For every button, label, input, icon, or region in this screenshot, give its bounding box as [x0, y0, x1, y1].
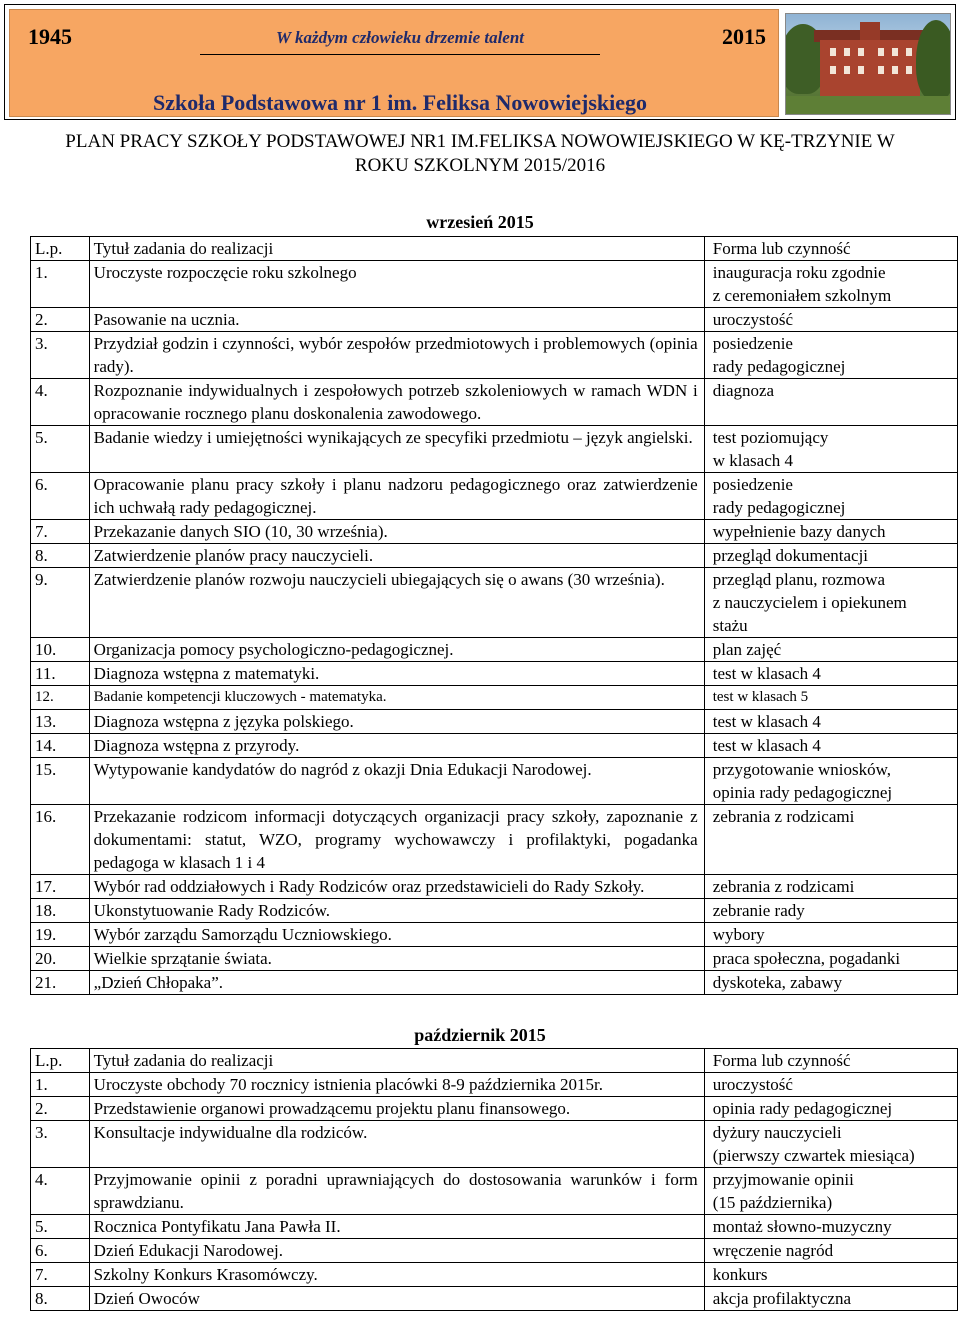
task-title: Diagnoza wstępna z przyrody. — [89, 734, 704, 758]
school-building-photo — [785, 13, 951, 115]
task-form: uroczystość — [704, 1073, 957, 1097]
table-header-row — [31, 1049, 958, 1073]
task-title: Przydział godzin i czynności, wybór zespołów przedmiotowych i problemowych (opinia rady). — [89, 332, 704, 379]
row-number: 7. — [31, 520, 90, 544]
table-row — [31, 544, 958, 568]
task-form: konkurs — [704, 1263, 957, 1287]
task-form: diagnoza — [704, 379, 957, 426]
task-title: Szkolny Konkurs Krasomówczy. — [89, 1263, 704, 1287]
task-form: akcja profilaktyczna — [704, 1287, 957, 1311]
task-form: przegląd dokumentacji — [704, 544, 957, 568]
task-title: Wybór rad oddziałowych i Rady Rodziców oraz przedstawicieli do Rady Szkoły. — [89, 875, 704, 899]
table-row — [31, 379, 958, 426]
task-form: plan zajęć — [704, 638, 957, 662]
task-form: test poziomujący w klasach 4 — [704, 426, 957, 473]
row-number: 6. — [31, 473, 90, 520]
column-header-form: Forma lub czynność — [704, 237, 957, 261]
task-form: zebrania z rodzicami — [704, 875, 957, 899]
task-title: Rozpoznanie indywidualnych i zespołowych potrzeb szkoleniowych w ramach WDN i opracowanie rocznego planu doskonalenia zawodowego. — [89, 379, 704, 426]
row-number: 2. — [31, 1097, 90, 1121]
task-title: Diagnoza wstępna z języka polskiego. — [89, 710, 704, 734]
table-row — [31, 332, 958, 379]
column-header-lp: L.p. — [31, 1049, 90, 1073]
table-row — [31, 947, 958, 971]
task-title: Organizacja pomocy psychologiczno-pedagogicznej. — [89, 638, 704, 662]
task-form: wręczenie nagród — [704, 1239, 957, 1263]
column-header-task: Tytuł zadania do realizacji — [89, 1049, 704, 1073]
table-row — [31, 662, 958, 686]
row-number: 11. — [31, 662, 90, 686]
task-title: Ukonstytuowanie Rady Rodziców. — [89, 899, 704, 923]
table-row — [31, 1239, 958, 1263]
row-number: 12. — [31, 686, 90, 710]
row-number: 17. — [31, 875, 90, 899]
row-number: 4. — [31, 1168, 90, 1215]
task-title: Dzień Owoców — [89, 1287, 704, 1311]
table-row — [31, 734, 958, 758]
table-row — [31, 710, 958, 734]
founding-year: 1945 — [28, 24, 72, 49]
table-row — [31, 568, 958, 638]
table-row — [31, 638, 958, 662]
table-row — [31, 426, 958, 473]
row-number: 10. — [31, 638, 90, 662]
task-title: Przyjmowanie opinii z poradni uprawniających do dostosowania warunków i form sprawdzianu. — [89, 1168, 704, 1215]
task-title: Wytypowanie kandydatów do nagród z okazji Dnia Edukacji Narodowej. — [89, 758, 704, 805]
row-number: 4. — [31, 379, 90, 426]
task-form: przegląd planu, rozmowa z nauczycielem i opiekunem stażu — [704, 568, 957, 638]
row-number: 2. — [31, 308, 90, 332]
school-motto: W każdym człowieku drzemie talent — [200, 28, 600, 55]
column-header-form: Forma lub czynność — [704, 1049, 957, 1073]
task-form: wypełnienie bazy danych — [704, 520, 957, 544]
task-title: Przedstawienie organowi prowadzącemu projektu planu finansowego. — [89, 1097, 704, 1121]
row-number: 3. — [31, 1121, 90, 1168]
table-row — [31, 1215, 958, 1239]
task-title: Uroczyste rozpoczęcie roku szkolnego — [89, 261, 704, 308]
plan-table-september — [30, 236, 958, 995]
task-form: test w klasach 4 — [704, 734, 957, 758]
task-form: uroczystość — [704, 308, 957, 332]
table-row — [31, 308, 958, 332]
task-title: Rocznica Pontyfikatu Jana Pawła II. — [89, 1215, 704, 1239]
task-form: montaż słowno-muzyczny — [704, 1215, 957, 1239]
month-heading-october: październik 2015 — [414, 1025, 546, 1045]
table-row — [31, 1168, 958, 1215]
task-form: inauguracja roku zgodnie z ceremoniałem szkolnym — [704, 261, 957, 308]
row-number: 14. — [31, 734, 90, 758]
table-row — [31, 1287, 958, 1311]
task-title: Zatwierdzenie planów rozwoju nauczycieli ubiegających się o awans (30 września). — [89, 568, 704, 638]
task-form: opinia rady pedagogicznej — [704, 1097, 957, 1121]
task-title: Wielkie sprzątanie świata. — [89, 947, 704, 971]
row-number: 6. — [31, 1239, 90, 1263]
table-row — [31, 473, 958, 520]
table-row — [31, 261, 958, 308]
current-year: 2015 — [722, 24, 766, 49]
table-row — [31, 923, 958, 947]
document-title: PLAN PRACY SZKOŁY PODSTAWOWEJ NR1 IM.FELIKSA NOWOWIEJSKIEGO W KĘ-TRZYNIE W ROKU SZKOLNYM 2015/2016 — [65, 131, 895, 176]
row-number: 16. — [31, 805, 90, 875]
table-row — [31, 899, 958, 923]
row-number: 15. — [31, 758, 90, 805]
school-header — [4, 4, 956, 120]
row-number: 1. — [31, 261, 90, 308]
row-number: 1. — [31, 1073, 90, 1097]
task-form: zebranie rady — [704, 899, 957, 923]
table-row — [31, 971, 958, 995]
task-title: Badanie wiedzy i umiejętności wynikających ze specyfiki przedmiotu – język angielski. — [89, 426, 704, 473]
task-form: zebrania z rodzicami — [704, 805, 957, 875]
column-header-task: Tytuł zadania do realizacji — [89, 237, 704, 261]
table-row — [31, 1073, 958, 1097]
task-form: test w klasach 5 — [704, 686, 957, 710]
row-number: 5. — [31, 1215, 90, 1239]
task-title: Przekazanie danych SIO (10, 30 września). — [89, 520, 704, 544]
table-row — [31, 686, 958, 710]
task-title: Opracowanie planu pracy szkoły i planu nadzoru pedagogicznego oraz zatwierdzenie ich uchwałą rady pedagogicznej. — [89, 473, 704, 520]
row-number: 9. — [31, 568, 90, 638]
row-number: 5. — [31, 426, 90, 473]
task-title: „Dzień Chłopaka”. — [89, 971, 704, 995]
table-row — [31, 520, 958, 544]
task-form: test w klasach 4 — [704, 662, 957, 686]
row-number: 13. — [31, 710, 90, 734]
row-number: 3. — [31, 332, 90, 379]
task-form: test w klasach 4 — [704, 710, 957, 734]
table-row — [31, 1121, 958, 1168]
row-number: 8. — [31, 1287, 90, 1311]
task-title: Uroczyste obchody 70 rocznicy istnienia placówki 8-9 października 2015r. — [89, 1073, 704, 1097]
table-header-row — [31, 237, 958, 261]
task-form: posiedzenie rady pedagogicznej — [704, 332, 957, 379]
task-form: praca społeczna, pogadanki — [704, 947, 957, 971]
task-title: Zatwierdzenie planów pracy nauczycieli. — [89, 544, 704, 568]
task-title: Konsultacje indywidualne dla rodziców. — [89, 1121, 704, 1168]
task-form: dyskoteka, zabawy — [704, 971, 957, 995]
month-heading-september: wrzesień 2015 — [426, 212, 534, 232]
plan-table-october — [30, 1048, 958, 1311]
task-title: Badanie kompetencji kluczowych - matematyka. — [89, 686, 704, 710]
task-title: Dzień Edukacji Narodowej. — [89, 1239, 704, 1263]
task-form: posiedzenie rady pedagogicznej — [704, 473, 957, 520]
row-number: 19. — [31, 923, 90, 947]
table-row — [31, 875, 958, 899]
column-header-lp: L.p. — [31, 237, 90, 261]
task-form: przyjmowanie opinii (15 października) — [704, 1168, 957, 1215]
task-title: Pasowanie na ucznia. — [89, 308, 704, 332]
school-name: Szkoła Podstawowa nr 1 im. Feliksa Nowowiejskiego — [153, 90, 647, 115]
row-number: 20. — [31, 947, 90, 971]
task-title: Przekazanie rodzicom informacji dotyczących organizacji pracy szkoły, zapoznanie z dokumentami: statut, WZO, programy wychowawczy i profilaktyki, pogadanka pedagoga w klasach 1 i 4 — [89, 805, 704, 875]
row-number: 8. — [31, 544, 90, 568]
table-row — [31, 1263, 958, 1287]
table-row — [31, 758, 958, 805]
header-banner — [9, 9, 779, 117]
row-number: 7. — [31, 1263, 90, 1287]
task-form: wybory — [704, 923, 957, 947]
task-title: Diagnoza wstępna z matematyki. — [89, 662, 704, 686]
row-number: 18. — [31, 899, 90, 923]
row-number: 21. — [31, 971, 90, 995]
task-form: dyżury nauczycieli (pierwszy czwartek miesiąca) — [704, 1121, 957, 1168]
task-form: przygotowanie wniosków, opinia rady pedagogicznej — [704, 758, 957, 805]
table-row — [31, 1097, 958, 1121]
task-title: Wybór zarządu Samorządu Uczniowskiego. — [89, 923, 704, 947]
table-row — [31, 805, 958, 875]
